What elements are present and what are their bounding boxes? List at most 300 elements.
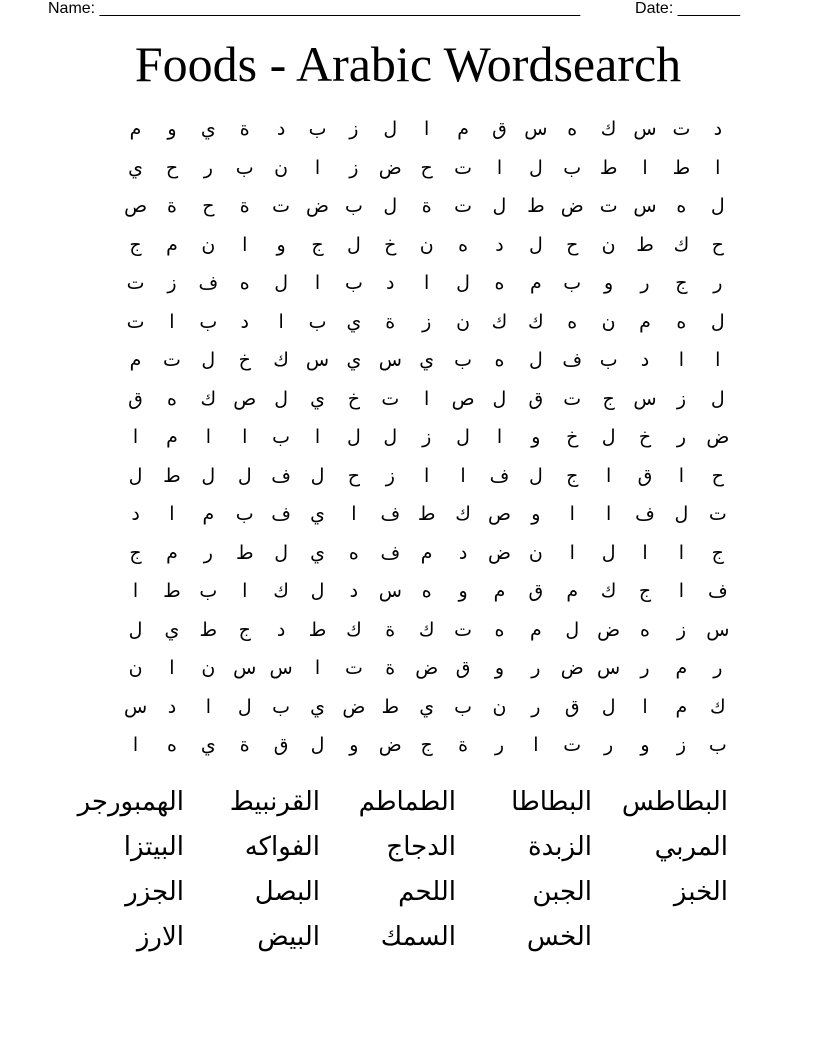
grid-cell[interactable]: ك [418,618,435,641]
grid-cell[interactable]: س [524,118,548,140]
grid-cell[interactable]: ا [569,503,575,525]
grid-cell[interactable]: ي [164,618,180,641]
grid-cell[interactable]: ز [167,272,177,294]
grid-cell[interactable]: ص [451,387,475,410]
grid-cell[interactable]: ه [421,580,432,602]
grid-cell[interactable]: د [458,541,468,564]
grid-cell[interactable]: ن [419,233,434,256]
grid-cell[interactable]: ف [271,464,291,487]
grid-cell[interactable]: ص [124,195,148,217]
grid-cell[interactable]: ض [378,734,402,756]
grid-cell[interactable]: ل [528,464,543,487]
grid-cell[interactable]: ل [274,272,289,294]
grid-cell[interactable]: ي [346,310,362,333]
grid-cell[interactable]: و [531,426,541,448]
grid-cell[interactable]: م [675,657,688,679]
grid-cell[interactable]: ز [422,426,432,448]
grid-cell[interactable]: ف [635,503,655,525]
grid-cell[interactable]: ب [454,695,473,718]
date-field[interactable]: Date: _______ [635,0,740,17]
grid-cell[interactable]: م [566,580,579,602]
grid-cell[interactable]: ز [349,156,359,179]
grid-row [81,341,736,380]
grid-cell[interactable]: م [202,503,215,525]
grid-row [81,457,736,496]
grid-cell[interactable]: ت [454,156,473,179]
grid-cell[interactable]: م [166,426,178,448]
grid-cell[interactable]: ض [378,156,402,179]
word-list-item [592,915,728,960]
grid-cell[interactable]: ا [424,387,430,410]
grid-cell[interactable]: ب [235,156,254,179]
grid-cell[interactable]: ا [715,156,721,179]
grid-cell[interactable]: ا [242,580,248,602]
grid-cell[interactable]: س [633,387,657,410]
grid-cell[interactable]: س [633,118,657,140]
grid-cell[interactable]: ا [715,349,721,371]
grid-cell[interactable]: ل [128,464,143,487]
grid-cell[interactable]: ب [708,734,727,756]
grid-cell[interactable]: ا [642,156,648,179]
grid-cell[interactable]: ل [310,734,325,756]
grid-cell[interactable]: ة [385,657,396,679]
grid-cell[interactable]: ق [492,118,507,140]
grid-cell[interactable]: ن [601,310,616,333]
grid-cell[interactable]: ف [707,580,728,602]
grid-cell[interactable]: ط [199,618,218,641]
grid-cell[interactable]: و [640,734,650,756]
grid-cell[interactable]: م [129,118,142,140]
grid-cell[interactable]: م [457,118,469,140]
grid-cell[interactable]: ا [205,695,211,718]
grid-cell[interactable]: ك [491,310,508,333]
grid-cell[interactable]: ل [237,695,252,718]
grid-cell[interactable]: ج [129,541,142,564]
grid-cell[interactable]: ح [202,195,215,217]
grid-cell[interactable]: ر [531,657,541,679]
grid-cell[interactable]: و [531,503,541,525]
grid-cell[interactable]: ي [419,349,435,371]
grid-cell[interactable]: م [420,541,433,564]
grid-cell[interactable]: ا [169,310,175,333]
grid-cell[interactable]: ل [383,426,398,448]
grid-cell[interactable]: ك [673,233,690,256]
grid-cell[interactable]: ا [533,734,539,756]
grid-cell[interactable]: ط [417,503,436,525]
grid-cell[interactable]: ن [528,541,543,564]
grid-cell[interactable]: ا [569,541,575,564]
grid-cell[interactable]: ل [274,387,289,410]
grid-cell[interactable]: ك [346,618,362,641]
grid-cell[interactable]: ن [601,233,616,256]
grid-cell[interactable]: ا [132,580,139,602]
grid-cell[interactable]: ك [600,580,617,602]
grid-cell[interactable]: ا [314,272,321,294]
grid-cell[interactable]: ا [169,503,175,525]
grid-cell[interactable]: خ [347,387,361,410]
grid-cell[interactable]: ا [205,426,211,448]
grid-cell[interactable]: ض [415,657,439,679]
grid-cell[interactable]: ل [674,503,689,525]
grid-cell[interactable]: ا [424,272,430,294]
grid-cell[interactable]: ق [564,695,580,718]
grid-cell[interactable]: ق [128,387,143,410]
grid-cell[interactable]: ل [601,426,616,448]
grid-cell[interactable]: ت [272,195,291,217]
grid-cell[interactable]: م [639,310,651,333]
grid-cell[interactable]: ل [710,387,725,410]
grid-cell[interactable]: ا [460,464,466,487]
grid-cell[interactable]: ح [566,233,579,256]
grid-cell[interactable]: س [633,195,657,217]
grid-cell[interactable]: ت [163,349,181,371]
grid-cell[interactable]: ي [310,695,325,718]
grid-cell[interactable]: س [597,657,621,679]
grid-cell[interactable]: ض [597,618,621,641]
grid-cell[interactable]: ج [602,387,615,410]
grid-cell[interactable]: ب [308,310,327,333]
grid-cell[interactable]: خ [566,426,579,448]
grid-cell[interactable]: ر [713,657,723,679]
grid-cell[interactable]: س [706,618,730,641]
grid-cell[interactable]: ل [310,464,325,487]
grid-cell[interactable]: ا [424,464,430,487]
grid-cell[interactable]: ك [273,349,289,371]
grid-cell[interactable]: ج [638,580,652,602]
grid-cell[interactable]: ف [380,541,401,564]
grid-cell[interactable]: ا [678,349,685,371]
grid-cell[interactable]: ل [456,426,470,448]
grid-cell[interactable]: ج [566,464,579,487]
grid-cell[interactable]: ة [239,195,250,217]
grid-cell[interactable]: ر [604,734,614,756]
grid-cell[interactable]: ض [306,195,329,217]
grid-cell[interactable]: ك [528,310,544,333]
grid-cell[interactable]: ض [487,541,511,564]
grid-cell[interactable]: ا [605,503,612,525]
grid-cell[interactable]: ه [567,118,578,140]
grid-cell[interactable]: ج [711,541,724,564]
grid-cell[interactable]: ا [496,426,503,448]
grid-cell[interactable]: ل [201,349,216,371]
grid-cell[interactable]: ا [314,426,321,448]
grid-cell[interactable]: ن [128,657,143,679]
grid-cell[interactable]: و [276,233,286,256]
grid-cell[interactable]: ن [201,233,216,256]
grid-cell[interactable]: ط [527,195,545,217]
grid-cell[interactable]: ز [676,618,686,641]
grid-cell[interactable]: ز [676,387,686,410]
grid-cell[interactable]: ر [203,156,213,179]
grid-cell[interactable]: ج [311,233,324,256]
grid-cell[interactable]: و [604,272,614,294]
grid-cell[interactable]: ي [128,156,143,179]
name-field[interactable]: Name: ______________________________________________________ [48,0,581,17]
grid-cell[interactable]: ب [308,118,327,140]
grid-cell[interactable]: ت [708,503,727,525]
grid-cell[interactable]: ا [242,426,248,448]
grid-cell[interactable]: ا [642,541,648,564]
grid-cell[interactable]: ك [455,503,471,525]
grid-cell[interactable]: ل [274,541,289,564]
grid-cell[interactable]: ر [494,734,505,756]
grid-cell[interactable]: ا [351,503,357,525]
grid-cell[interactable]: ك [709,695,726,718]
grid-cell[interactable]: ط [599,156,618,179]
grid-cell[interactable]: ن [201,657,216,679]
grid-cell[interactable]: م [166,233,178,256]
grid-row [81,149,736,188]
grid-cell[interactable]: ل [710,310,725,333]
grid-cell[interactable]: ل [128,618,143,641]
grid-cell[interactable]: ج [238,618,251,641]
grid-cell[interactable]: ط [235,541,254,564]
grid-cell[interactable]: م [166,541,178,564]
grid-cell[interactable]: ي [200,118,216,140]
grid-cell[interactable]: ة [166,195,177,217]
grid-cell[interactable]: ت [454,195,473,217]
grid-cell[interactable]: د [713,118,723,140]
grid-cell[interactable]: ل [383,195,398,217]
grid-cell[interactable]: د [167,695,177,718]
grid-cell[interactable]: ت [563,734,582,756]
grid-cell[interactable]: ل [492,387,507,410]
grid-cell[interactable]: خ [238,349,251,371]
grid-cell[interactable]: ح [420,156,433,179]
grid-cell[interactable]: ض [560,657,584,679]
grid-cell[interactable]: ل [528,349,543,371]
grid-cell[interactable]: ا [314,156,321,179]
grid-cell[interactable]: ن [456,310,471,333]
grid-cell[interactable]: ط [672,156,691,179]
grid-cell[interactable]: ا [642,695,648,718]
grid-cell[interactable]: ه [239,272,250,294]
grid-cell[interactable]: م [529,272,542,294]
grid-cell[interactable]: ل [601,541,616,564]
grid-cell[interactable]: ق [637,464,653,487]
grid-cell[interactable]: ك [600,118,617,140]
grid-cell[interactable]: ه [348,541,359,564]
grid-cell[interactable]: ه [458,233,469,256]
grid-cell[interactable]: ل [492,195,507,217]
grid-cell[interactable]: ب [563,272,582,294]
grid-cell[interactable]: ا [314,657,321,679]
grid-cell[interactable]: ب [454,349,473,371]
grid-cell[interactable]: و [349,734,359,756]
grid-cell[interactable]: م [129,349,142,371]
grid-cell[interactable]: ط [163,580,181,602]
grid-cell[interactable]: ت [563,387,582,410]
grid-cell[interactable]: ت [454,618,473,641]
grid-cell[interactable]: ل [346,426,361,448]
grid-cell[interactable]: ق [455,657,471,679]
grid-cell[interactable]: ا [278,310,284,333]
grid-cell[interactable]: ق [528,387,544,410]
grid-cell[interactable]: ف [562,349,583,371]
grid-cell[interactable]: ط [308,618,327,641]
grid-cell[interactable]: ق [528,580,544,602]
grid-cell[interactable]: ب [599,349,618,371]
grid-cell[interactable]: خ [384,233,397,256]
grid-cell[interactable]: ج [420,734,433,756]
grid-cell[interactable]: ل [528,156,543,179]
grid-cell[interactable]: ل [237,464,252,487]
grid-cell[interactable]: ر [640,272,650,294]
grid-cell[interactable]: و [494,657,505,679]
grid-cell[interactable]: ه [494,349,505,371]
grid-cell[interactable]: ز [385,464,395,487]
word-list-item: المربي [654,832,728,862]
grid-cell[interactable]: س [378,580,402,602]
grid-cell[interactable]: ة [239,118,250,140]
grid-cell[interactable]: ج [129,233,142,256]
grid-cell[interactable]: ا [678,541,685,564]
grid-cell[interactable]: د [495,233,504,256]
grid-cell[interactable]: ا [496,156,503,179]
grid-cell[interactable]: و [458,580,468,602]
grid-cell[interactable]: ض [706,426,730,448]
grid-cell[interactable]: ا [169,657,175,679]
grid-cell[interactable]: ي [419,695,435,718]
grid-cell[interactable]: ة [458,734,469,756]
grid-cell[interactable]: ا [242,233,248,256]
grid-cell[interactable]: ر [640,657,650,679]
grid-cell[interactable]: ف [489,464,510,487]
grid-cell[interactable]: م [493,580,506,602]
grid-cell[interactable]: ر [531,695,541,718]
word-list-item: الطماطم [358,787,456,817]
grid-cell[interactable]: ب [199,310,218,333]
grid-cell[interactable]: ط [381,695,400,718]
grid-cell[interactable]: ت [126,310,145,333]
grid-cell[interactable]: ح [347,464,361,487]
grid-cell[interactable]: ي [310,387,325,410]
grid-cell[interactable]: ل [310,580,325,602]
grid-cell[interactable]: ل [601,695,616,718]
grid-cell[interactable]: ل [565,618,580,641]
grid-cell[interactable]: ت [672,118,691,140]
grid-cell[interactable]: ي [200,734,216,756]
grid-cell[interactable]: ت [126,272,145,294]
grid-cell[interactable]: ر [713,272,723,294]
grid-cell[interactable]: ب [235,503,254,525]
grid-cell[interactable]: ه [567,310,578,333]
grid-cell[interactable]: ل [346,233,361,256]
grid-cell[interactable]: ا [678,464,685,487]
grid-cell[interactable]: ح [711,233,724,256]
grid-row [81,495,736,534]
grid-cell[interactable]: ا [678,580,685,602]
grid-cell[interactable]: ز [349,118,359,140]
grid-cell[interactable]: ل [456,272,470,294]
grid-cell[interactable]: ا [424,118,430,140]
grid-cell[interactable]: ب [272,695,291,718]
word-list-item: الخس [526,922,592,952]
grid-cell[interactable]: ا [132,734,139,756]
grid-cell[interactable]: ت [599,195,618,217]
grid-cell[interactable]: ح [711,464,724,487]
grid-cell[interactable]: د [386,272,395,294]
grid-cell[interactable]: ي [346,349,362,371]
grid-cell[interactable]: ي [310,541,325,564]
grid-cell[interactable]: ل [710,195,725,217]
grid-cell[interactable]: ل [201,464,216,487]
grid-cell[interactable]: د [240,310,249,333]
grid-cell[interactable]: د [131,503,140,525]
grid-cell[interactable]: ه [640,618,650,641]
grid-cell[interactable]: ي [310,503,325,525]
grid-cell[interactable]: د [349,580,359,602]
grid-cell[interactable]: ب [344,195,363,217]
grid-cell[interactable]: د [640,349,650,371]
grid-cell[interactable]: ل [528,233,543,256]
grid-cell[interactable]: ه [676,195,687,217]
grid-cell[interactable]: س [233,657,257,679]
grid-cell[interactable]: م [675,695,688,718]
grid-cell[interactable]: ض [342,695,366,718]
grid-cell[interactable]: خ [638,426,652,448]
grid-cell[interactable]: ط [163,464,181,487]
grid-cell[interactable]: ر [676,426,686,448]
grid-cell[interactable]: س [305,349,330,371]
grid-cell[interactable]: ت [344,657,363,679]
grid-cell[interactable]: ح [165,156,179,179]
grid-cell[interactable]: ك [273,580,289,602]
grid-cell[interactable]: ق [273,734,289,756]
grid-cell[interactable]: ب [344,272,363,294]
grid-cell[interactable]: ف [380,503,401,525]
grid-cell[interactable]: ه [166,734,177,756]
grid-cell[interactable]: ن [274,156,289,179]
grid-cell[interactable]: ك [200,387,217,410]
grid-cell[interactable]: ة [385,618,396,641]
grid-cell[interactable]: ب [199,580,218,602]
grid-cell[interactable]: ة [421,195,432,217]
grid-cell[interactable]: ه [494,618,505,641]
grid-cell[interactable]: ه [166,387,177,410]
grid-cell[interactable]: ط [636,233,654,256]
grid-cell[interactable]: ز [422,310,432,333]
grid-cell[interactable]: ل [383,118,398,140]
grid-cell[interactable]: ن [492,695,507,718]
grid-cell[interactable]: ب [563,156,582,179]
grid-cell[interactable]: ف [198,272,219,294]
grid-cell[interactable]: د [276,118,286,140]
grid-cell[interactable]: ز [676,734,686,756]
grid-cell[interactable]: و [167,118,177,140]
grid-cell[interactable]: ا [132,426,139,448]
grid-cell[interactable]: ض [560,195,584,217]
grid-cell[interactable]: ص [487,503,511,525]
grid-cell[interactable]: ب [272,426,291,448]
grid-cell[interactable]: س [269,657,293,679]
grid-cell[interactable]: ص [233,387,257,410]
grid-cell[interactable]: س [378,349,402,371]
grid-cell[interactable]: ف [271,503,291,525]
word-list-item: الخبز [673,877,728,907]
grid-cell[interactable]: ت [381,387,400,410]
grid-cell[interactable]: د [276,618,286,641]
grid-cell[interactable]: ة [239,734,250,756]
grid-cell[interactable]: ه [494,272,505,294]
grid-cell[interactable]: م [529,618,542,641]
grid-cell[interactable]: ر [203,541,213,564]
grid-cell[interactable]: ا [605,464,612,487]
grid-cell[interactable]: س [123,695,148,718]
grid-cell[interactable]: ة [385,310,396,333]
grid-cell[interactable]: ج [675,272,688,294]
grid-cell[interactable]: ه [676,310,687,333]
